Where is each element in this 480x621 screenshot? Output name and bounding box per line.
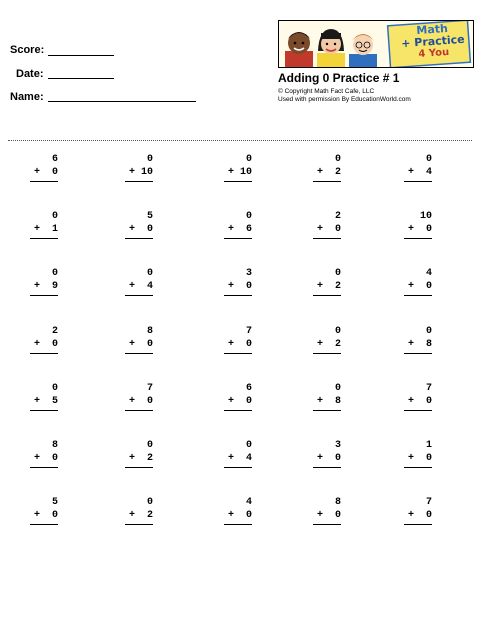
problem-top-number: 0	[334, 383, 341, 394]
plus-operator: +	[316, 281, 323, 292]
answer-line[interactable]	[404, 410, 432, 411]
problem-bottom-line	[388, 223, 432, 236]
problem-bottom-line	[297, 338, 341, 351]
answer-line[interactable]	[30, 353, 58, 354]
plus-operator: +	[128, 224, 135, 235]
plus-operator: +	[33, 396, 40, 407]
addition-problem	[297, 210, 341, 239]
addition-problem	[109, 496, 153, 525]
answer-line[interactable]	[125, 353, 153, 354]
answer-line[interactable]	[30, 467, 58, 468]
problem-bottom-number: 0	[425, 453, 432, 464]
addition-problem	[14, 496, 58, 525]
problem-top-number: 0	[51, 383, 58, 394]
problem-bottom-line	[208, 395, 252, 408]
problem-bottom-number: 1	[51, 224, 58, 235]
answer-line[interactable]	[224, 467, 252, 468]
problem-bottom-number: 2	[334, 339, 341, 350]
answer-line[interactable]	[313, 181, 341, 182]
problem-bottom-number: 0	[334, 224, 341, 235]
logo-text	[396, 22, 470, 63]
addition-problem	[297, 496, 341, 525]
name-line[interactable]	[48, 101, 196, 102]
problem-bottom-number: 0	[425, 281, 432, 292]
answer-line[interactable]	[404, 524, 432, 525]
problem-top-number: 7	[425, 383, 432, 394]
problem-bottom-line	[109, 223, 153, 236]
plus-operator: +	[227, 510, 234, 521]
addition-problem	[109, 210, 153, 239]
problem-bottom-number: 0	[334, 453, 341, 464]
addition-problem	[109, 267, 153, 296]
plus-operator: +	[128, 510, 135, 521]
name-field	[10, 91, 44, 103]
plus-operator: +	[407, 510, 414, 521]
addition-problem	[14, 210, 58, 239]
addition-problem	[208, 439, 252, 468]
plus-operator: +	[227, 167, 234, 178]
addition-problem	[388, 153, 432, 182]
problem-bottom-number: 2	[146, 510, 153, 521]
plus-operator: +	[33, 453, 40, 464]
addition-problem	[388, 439, 432, 468]
problem-bottom-line	[109, 452, 153, 465]
problem-top-number: 0	[51, 211, 58, 222]
answer-line[interactable]	[404, 295, 432, 296]
answer-line[interactable]	[404, 238, 432, 239]
addition-problem	[388, 382, 432, 411]
problem-bottom-line	[388, 166, 432, 179]
plus-operator: +	[407, 339, 414, 350]
problem-bottom-line	[109, 395, 153, 408]
problem-top-number: 8	[334, 497, 341, 508]
problem-top-number: 5	[146, 211, 153, 222]
problem-top-number: 8	[146, 326, 153, 337]
plus-operator: +	[316, 396, 323, 407]
addition-problem	[297, 439, 341, 468]
problem-bottom-number: 4	[245, 453, 252, 464]
problem-bottom-line	[297, 452, 341, 465]
problem-bottom-line	[109, 338, 153, 351]
problem-bottom-number: 0	[425, 396, 432, 407]
addition-problem	[388, 496, 432, 525]
score-label: Score:	[10, 44, 45, 56]
problem-top-number: 4	[245, 497, 252, 508]
plus-operator: +	[227, 281, 234, 292]
problem-top-number: 2	[51, 326, 58, 337]
copyright-text: © Copyright Math Fact Cafe, LLC	[278, 88, 375, 95]
addition-problem	[388, 267, 432, 296]
addition-problem	[109, 382, 153, 411]
plus-operator: +	[227, 396, 234, 407]
problem-top-number: 0	[146, 154, 153, 165]
problem-bottom-line	[208, 338, 252, 351]
answer-line[interactable]	[125, 524, 153, 525]
problem-top-number: 7	[425, 497, 432, 508]
problem-top-number: 8	[51, 440, 58, 451]
problem-top-number: 0	[245, 440, 252, 451]
plus-operator: +	[33, 510, 40, 521]
problem-top-number: 0	[425, 154, 432, 165]
plus-operator: +	[128, 281, 135, 292]
addition-problem	[297, 267, 341, 296]
logo-line-4you: 4 You	[418, 46, 450, 61]
problem-bottom-number: 0	[334, 510, 341, 521]
problem-bottom-number: 0	[245, 339, 252, 350]
section-divider	[8, 140, 472, 141]
problem-top-number: 3	[245, 268, 252, 279]
addition-problem	[388, 210, 432, 239]
problem-bottom-line	[388, 280, 432, 293]
date-label: Date:	[16, 68, 44, 80]
problem-top-number: 0	[245, 154, 252, 165]
problem-bottom-line	[297, 395, 341, 408]
answer-line[interactable]	[30, 238, 58, 239]
answer-line[interactable]	[313, 524, 341, 525]
problem-bottom-number: 2	[334, 167, 341, 178]
problem-top-number: 0	[334, 326, 341, 337]
problem-bottom-number: 0	[245, 510, 252, 521]
problem-top-number: 0	[425, 326, 432, 337]
answer-line[interactable]	[313, 295, 341, 296]
problem-bottom-line	[14, 166, 58, 179]
answer-line[interactable]	[224, 524, 252, 525]
addition-problem	[208, 153, 252, 182]
problem-bottom-number: 2	[334, 281, 341, 292]
problem-bottom-line	[208, 223, 252, 236]
plus-operator: +	[316, 339, 323, 350]
problem-bottom-line	[208, 509, 252, 522]
problem-top-number: 0	[146, 268, 153, 279]
problem-bottom-number: 0	[51, 453, 58, 464]
answer-line[interactable]	[30, 295, 58, 296]
plus-operator: +	[128, 396, 135, 407]
plus-operator: +	[33, 167, 40, 178]
addition-problem	[297, 153, 341, 182]
score-field	[10, 44, 44, 56]
answer-line[interactable]	[224, 238, 252, 239]
answer-line[interactable]	[224, 181, 252, 182]
answer-line[interactable]	[125, 238, 153, 239]
problem-top-number: 0	[146, 497, 153, 508]
plus-operator: +	[33, 281, 40, 292]
addition-problem	[109, 439, 153, 468]
plus-operator: +	[227, 224, 234, 235]
answer-line[interactable]	[313, 353, 341, 354]
name-label: Name:	[10, 91, 44, 103]
plus-operator: +	[407, 167, 414, 178]
answer-line[interactable]	[30, 410, 58, 411]
addition-problem	[14, 325, 58, 354]
plus-operator: +	[316, 167, 323, 178]
problem-bottom-line	[14, 452, 58, 465]
problem-bottom-number: 8	[425, 339, 432, 350]
problem-top-number: 7	[146, 383, 153, 394]
problem-bottom-line	[208, 452, 252, 465]
answer-line[interactable]	[30, 524, 58, 525]
addition-problem	[208, 210, 252, 239]
date-field	[16, 68, 44, 80]
plus-operator: +	[407, 453, 414, 464]
answer-line[interactable]	[125, 181, 153, 182]
date-line[interactable]	[48, 78, 114, 79]
plus-operator: +	[316, 224, 323, 235]
answer-line[interactable]	[313, 467, 341, 468]
problem-top-number: 6	[51, 154, 58, 165]
plus-operator: +	[33, 224, 40, 235]
addition-problem	[14, 267, 58, 296]
plus-operator: +	[128, 339, 135, 350]
problem-bottom-number: 2	[146, 453, 153, 464]
logo-line-practice: + Practice	[400, 32, 466, 51]
problem-bottom-line	[208, 166, 252, 179]
problem-bottom-line	[388, 509, 432, 522]
answer-line[interactable]	[404, 181, 432, 182]
plus-operator: +	[33, 339, 40, 350]
credits	[278, 88, 411, 104]
answer-line[interactable]	[404, 467, 432, 468]
answer-line[interactable]	[125, 410, 153, 411]
problem-bottom-number: 10	[239, 167, 252, 178]
answer-line[interactable]	[224, 410, 252, 411]
problem-bottom-line	[14, 280, 58, 293]
answer-line[interactable]	[125, 295, 153, 296]
problem-bottom-number: 8	[334, 396, 341, 407]
plus-operator: +	[227, 453, 234, 464]
problem-bottom-line	[388, 395, 432, 408]
addition-problem	[14, 439, 58, 468]
problem-bottom-number: 4	[425, 167, 432, 178]
problem-bottom-number: 0	[146, 339, 153, 350]
problem-bottom-line	[208, 280, 252, 293]
problem-top-number: 0	[146, 440, 153, 451]
answer-line[interactable]	[313, 238, 341, 239]
problem-bottom-number: 0	[245, 396, 252, 407]
plus-operator: +	[407, 281, 414, 292]
problem-bottom-number: 9	[51, 281, 58, 292]
addition-problem	[208, 267, 252, 296]
problem-bottom-line	[297, 166, 341, 179]
problem-bottom-line	[14, 223, 58, 236]
answer-line[interactable]	[224, 353, 252, 354]
plus-operator: +	[316, 453, 323, 464]
plus-operator: +	[227, 339, 234, 350]
permission-text: Used with permission By EducationWorld.com	[278, 96, 411, 103]
problem-top-number: 3	[334, 440, 341, 451]
problem-top-number: 0	[334, 154, 341, 165]
addition-problem	[14, 153, 58, 182]
problem-bottom-line	[109, 509, 153, 522]
problem-bottom-number: 0	[245, 281, 252, 292]
problem-top-number: 2	[334, 211, 341, 222]
problem-bottom-line	[297, 223, 341, 236]
plus-operator: +	[128, 167, 135, 178]
problem-top-number: 0	[334, 268, 341, 279]
problem-bottom-number: 0	[51, 510, 58, 521]
problem-top-number: 0	[51, 268, 58, 279]
answer-line[interactable]	[125, 467, 153, 468]
problem-bottom-line	[388, 338, 432, 351]
problem-top-number: 7	[245, 326, 252, 337]
problem-top-number: 1	[425, 440, 432, 451]
logo-line-math: Math	[415, 21, 449, 38]
plus-operator: +	[407, 224, 414, 235]
problem-bottom-number: 4	[146, 281, 153, 292]
problem-bottom-line	[297, 280, 341, 293]
math-practice-logo	[278, 20, 474, 68]
problem-bottom-number: 0	[425, 510, 432, 521]
answer-line[interactable]	[224, 295, 252, 296]
problem-bottom-number: 0	[425, 224, 432, 235]
problem-bottom-line	[388, 452, 432, 465]
plus-operator: +	[316, 510, 323, 521]
addition-problem	[297, 382, 341, 411]
problem-bottom-number: 6	[245, 224, 252, 235]
problem-bottom-line	[14, 395, 58, 408]
problem-top-number: 0	[245, 211, 252, 222]
problem-top-number: 10	[419, 211, 432, 222]
problem-bottom-number: 0	[146, 224, 153, 235]
problem-bottom-line	[109, 280, 153, 293]
plus-operator: +	[407, 396, 414, 407]
problem-bottom-number: 10	[140, 167, 153, 178]
problem-bottom-line	[14, 509, 58, 522]
answer-line[interactable]	[313, 410, 341, 411]
answer-line[interactable]	[30, 181, 58, 182]
score-line[interactable]	[48, 55, 114, 56]
problem-bottom-line	[109, 166, 153, 179]
addition-problem	[109, 325, 153, 354]
problem-bottom-number: 0	[51, 339, 58, 350]
problem-bottom-number: 5	[51, 396, 58, 407]
addition-problem	[297, 325, 341, 354]
addition-problem	[208, 496, 252, 525]
problem-bottom-number: 0	[51, 167, 58, 178]
addition-problem	[109, 153, 153, 182]
problem-top-number: 6	[245, 383, 252, 394]
problem-top-number: 4	[425, 268, 432, 279]
addition-problem	[388, 325, 432, 354]
problem-bottom-number: 0	[146, 396, 153, 407]
addition-problem	[208, 325, 252, 354]
problem-bottom-line	[14, 338, 58, 351]
addition-problem	[14, 382, 58, 411]
problem-top-number: 5	[51, 497, 58, 508]
addition-problem	[208, 382, 252, 411]
answer-line[interactable]	[404, 353, 432, 354]
worksheet-title: Adding 0 Practice # 1	[278, 71, 400, 85]
plus-operator: +	[128, 453, 135, 464]
problem-bottom-line	[297, 509, 341, 522]
